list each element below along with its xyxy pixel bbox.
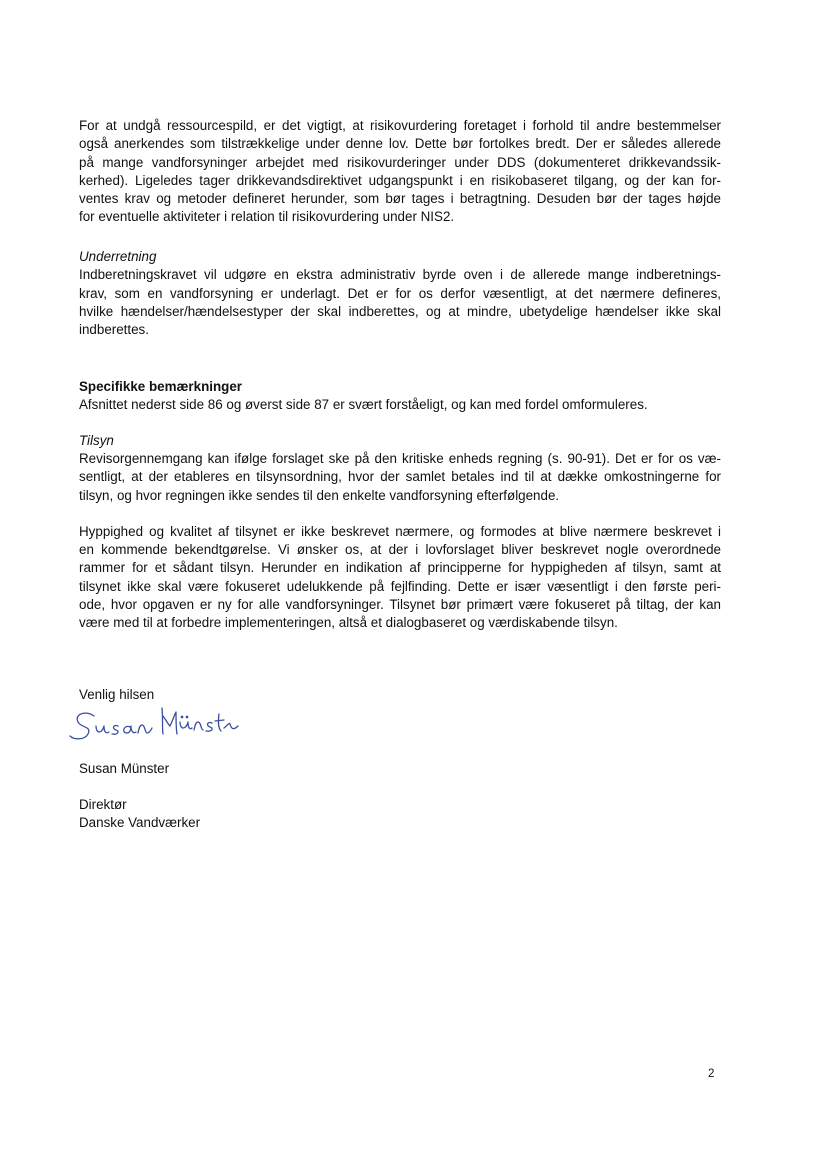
tilsyn-line: tilsyn, og hvor regningen ikke sendes til den enkelte vandforsyning efterfølgende. <box>79 488 560 503</box>
tilsyn-line: sentligt, at der etableres en tilsynsordning, hvor der samlet betales ind til at dække omkostningerne for <box>79 469 721 484</box>
handwritten-signature <box>66 704 246 748</box>
tilsyn-line: ode, hvor opgaven er ny for alle vandforsyninger. Tilsynet bør primært være fokuseret på tiltag, der kan <box>79 597 721 612</box>
signatory-name: Susan Münster <box>79 761 170 776</box>
underretning-line: indberettes. <box>79 322 149 337</box>
underretning-line: hvilke hændelser/hændelsestyper der skal indberettes, og at mindre, ubetydelige hændelser ikke skal <box>79 304 721 319</box>
tilsyn-line: være med til at forbedre implementeringen, altså et dialogbaseret og værdiskabende tilsyn. <box>79 615 618 630</box>
intro-line: kerhed). Ligeledes tager drikkevandsdirektivet udgangspunkt i en risikobaseret tilgang, og der kan for- <box>79 173 721 188</box>
specifikke-heading: Specifikke bemærkninger <box>79 379 242 394</box>
underretning-heading: Underretning <box>79 249 157 264</box>
intro-line: For at undgå ressourcespild, er det vigtigt, at risikovurdering foretaget i forhold til andre bestemmelser <box>79 118 721 133</box>
tilsyn-heading: Tilsyn <box>79 433 114 448</box>
tilsyn-line: Revisorgennemgang kan ifølge forslaget ske på den kritiske enheds regning (s. 90-91). Det er for os væ- <box>79 451 721 466</box>
specifikke-line: Afsnittet nederst side 86 og øverst side 87 er svært forståeligt, og kan med fordel omformuleres. <box>79 397 648 412</box>
tilsyn-line: en kommende bekendtgørelse. Vi ønsker os, at der i lovforslaget bliver beskrevet nogle overordnede <box>79 542 721 557</box>
tilsyn-line: tilsynet ikke skal være fokuseret udelukkende på fejlfinding. Dette er især væsentligt i den første peri- <box>79 579 721 594</box>
organization-name: Danske Vandværker <box>79 815 201 830</box>
tilsyn-line: rammer for et sådant tilsyn. Herunder en indikation af principperne for hyppigheden af tilsyn, samt at <box>79 560 721 575</box>
tilsyn-line: Hyppighed og kvalitet af tilsynet er ikke beskrevet nærmere, og formodes at blive nærmere beskrevet i <box>79 524 721 539</box>
page-number: 2 <box>708 1068 715 1080</box>
intro-line: på mange vandforsyninger arbejdet med risikovurderinger under DDS (dokumenteret drikkevandssik- <box>79 155 721 170</box>
signatory-title: Direktør <box>79 797 127 812</box>
underretning-line: krav, som en vandforsyning er underlagt. Det er for os derfor væsentligt, at det nærmere defineres, <box>79 286 721 301</box>
intro-line: for eventuelle aktiviteter i relation til risikovurdering under NIS2. <box>79 209 455 224</box>
intro-line: også anerkendes som tilstrækkelige under denne lov. Dette bør fortolkes bredt. Der er således allerede <box>79 136 721 151</box>
underretning-line: Indberetningskravet vil udgøre en ekstra administrativ byrde oven i de allerede mange indberetnings- <box>79 267 721 282</box>
intro-line: ventes krav og metoder defineret herunder, som bør tages i betragtning. Desuden bør der tages højde <box>79 191 721 206</box>
closing-greeting: Venlig hilsen <box>79 687 155 702</box>
